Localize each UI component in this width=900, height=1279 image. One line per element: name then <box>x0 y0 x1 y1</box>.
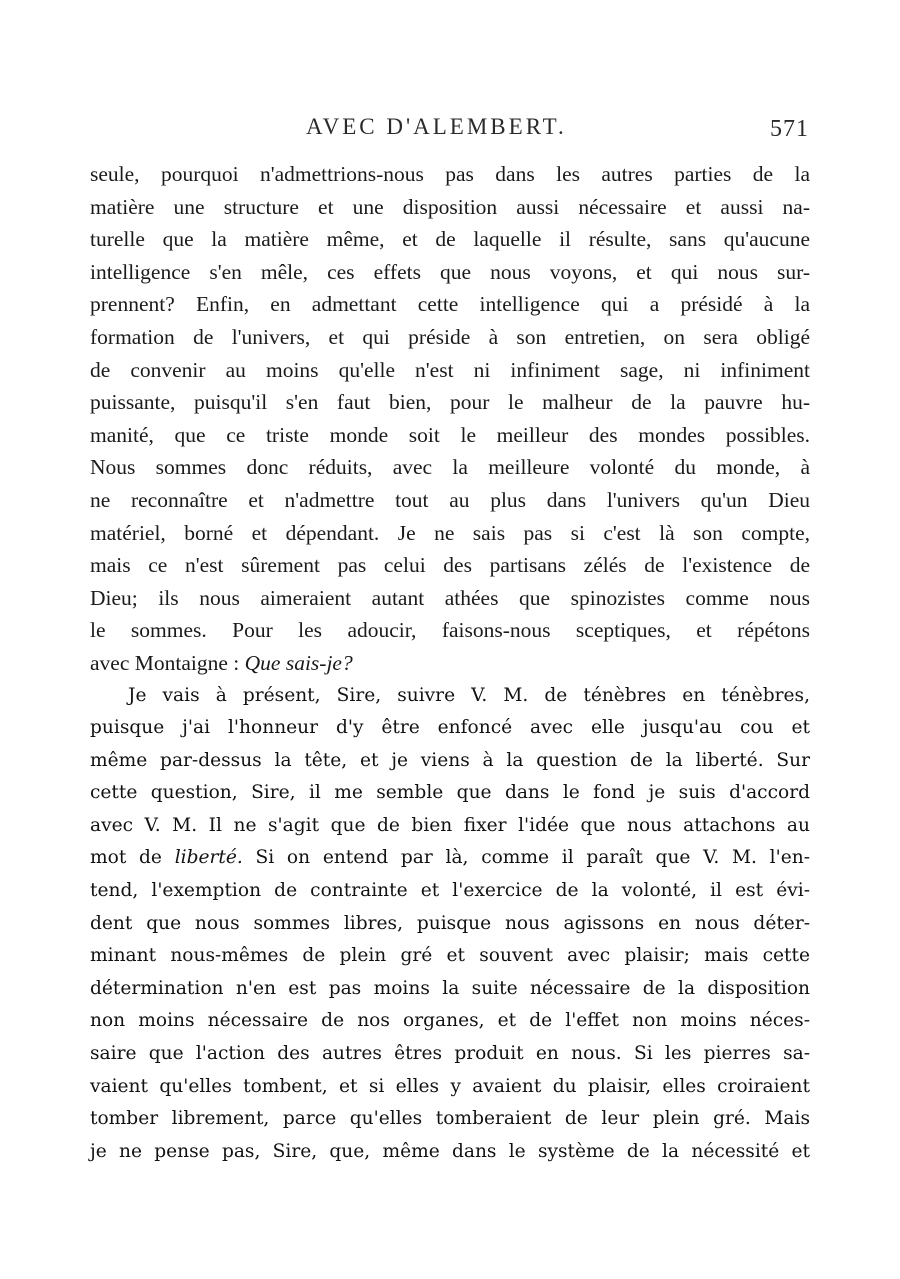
text-line: tend, l'exemption de contrainte et l'exercice de la volonté, il est évi- <box>90 880 810 902</box>
text-line: ne reconnaître et n'admettre tout au plus dans l'univers qu'un Dieu <box>90 487 810 512</box>
italic-quote: Que sais-je? <box>244 650 353 675</box>
text-line: Dieu; ils nous aimeraient autant athées que spinozistes comme nous <box>90 585 810 610</box>
paragraph-1 <box>90 158 810 680</box>
text-line: même par-dessus la tête, et je viens à la question de la liberté. Sur <box>90 749 810 771</box>
text-line: le sommes. Pour les adoucir, faisons-nous sceptiques, et répétons <box>90 618 810 643</box>
text-line: vaient qu'elles tombent, et si elles y avaient du plaisir, elles croiraient <box>90 1075 810 1097</box>
running-head <box>0 114 900 144</box>
text-fragment: mot de <box>90 847 175 869</box>
text-line: prennent? Enfin, en admettant cette intelligence qui a présidé à la <box>90 292 810 317</box>
text-line: minant nous-mêmes de plein gré et souvent avec plaisir; mais cette <box>90 945 810 967</box>
italic-term: liberté. <box>174 847 243 869</box>
text-line: matériel, borné et dépendant. Je ne sais pas si c'est là son compte, <box>90 520 810 545</box>
text-line: je ne pense pas, Sire, que, même dans le système de la nécessité et <box>90 1140 810 1162</box>
text-line: formation de l'univers, et qui préside à son entretien, on sera obligé <box>90 324 810 349</box>
text-fragment: Si on entend par là, comme il paraît que V. M. l'en- <box>242 847 810 869</box>
text-line <box>90 842 810 875</box>
text-line: mais ce n'est sûrement pas celui des partisans zélés de l'existence de <box>90 553 810 578</box>
text-line: tomber librement, parce qu'elles tomberaient de leur plein gré. Mais <box>90 1108 810 1130</box>
text-line: non moins nécessaire de nos organes, et de l'effet non moins néces- <box>90 1010 810 1032</box>
text-line: Nous sommes donc réduits, avec la meilleure volonté du monde, à <box>90 455 810 480</box>
text-line <box>90 647 810 680</box>
text-line: avec V. M. Il ne s'agit que de bien fixer l'idée que nous attachons au <box>90 814 810 836</box>
paragraph-2 <box>90 680 810 1169</box>
text-line: saire que l'action des autres êtres produit en nous. Si les pierres sa- <box>90 1043 810 1065</box>
text-line: manité, que ce triste monde soit le meilleur des mondes possibles. <box>90 422 810 447</box>
text-line: dent que nous sommes libres, puisque nous agissons en nous déter- <box>90 912 810 934</box>
running-title: AVEC D'ALEMBERT. <box>306 114 567 139</box>
text-line: intelligence s'en mêle, ces effets que nous voyons, et qui nous sur- <box>90 259 810 284</box>
text-line: cette question, Sire, il me semble que dans le fond je suis d'accord <box>90 782 810 804</box>
text-line: seule, pourquoi n'admettrions-nous pas dans les autres parties de la <box>90 162 810 186</box>
text-line: puissante, puisqu'il s'en faut bien, pour le malheur de la pauvre hu- <box>90 390 810 415</box>
page-number: 571 <box>770 116 809 142</box>
text-line: Je vais à présent, Sire, suivre V. M. de ténèbres en ténèbres, <box>128 684 810 706</box>
text-line: détermination n'en est pas moins la suite nécessaire de la disposition <box>90 977 810 999</box>
text-line: de convenir au moins qu'elle n'est ni infiniment sage, ni infiniment <box>90 357 810 382</box>
body-text <box>90 158 810 1168</box>
text-fragment: avec Montaigne : <box>90 650 245 675</box>
text-line: matière une structure et une disposition aussi nécessaire et aussi na- <box>90 194 810 219</box>
text-line: puisque j'ai l'honneur d'y être enfoncé avec elle jusqu'au cou et <box>90 717 810 739</box>
text-line: turelle que la matière même, et de laquelle il résulte, sans qu'aucune <box>90 227 810 252</box>
